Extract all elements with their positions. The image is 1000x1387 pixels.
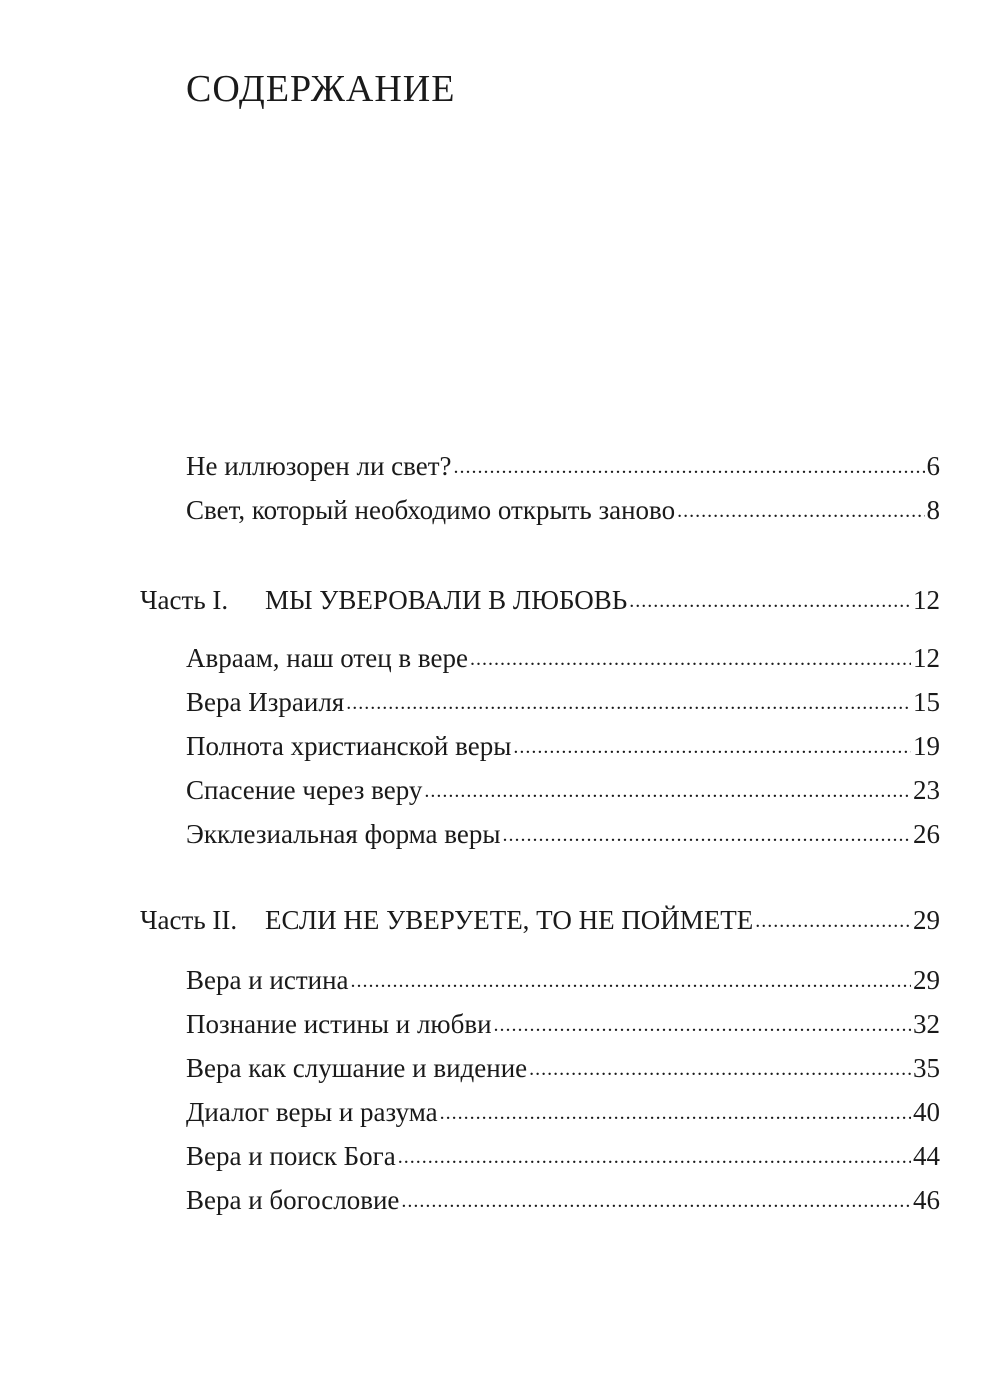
toc-entry-page: 46 [913,1185,940,1215]
dot-leader [351,969,911,993]
toc-part-heading[interactable] [140,584,940,616]
toc-entry-label: Полнота христианской веры [186,731,512,761]
dot-leader [677,499,924,523]
dot-leader [401,1189,911,1213]
toc-entry-page: 19 [913,731,940,761]
dot-leader [755,909,911,933]
toc-part-heading[interactable] [140,904,940,936]
toc-entry[interactable] [186,818,940,850]
toc-entry-page: 35 [913,1053,940,1083]
toc-entry-label: Не иллюзорен ли свет? [186,451,452,481]
toc-entry-label: Спасение через веру [186,775,423,805]
dot-leader [629,589,911,613]
dot-leader [454,455,925,479]
part-title: ЕСЛИ НЕ УВЕРУЕТЕ, ТО НЕ ПОЙМЕТЕ [265,905,754,935]
toc-entry[interactable] [186,1096,940,1128]
dot-leader [398,1145,911,1169]
toc-entry[interactable] [186,686,940,718]
toc-entry-page: 12 [913,585,940,615]
toc-entry-page: 44 [913,1141,940,1171]
page-title: СОДЕРЖАНИЕ [186,68,456,110]
dot-leader [346,691,911,715]
toc-entry-label: Свет, который необходимо открыть заново [186,495,676,525]
toc-entry[interactable] [186,450,940,482]
dot-leader [529,1057,911,1081]
toc-entry-label: Вера как слушание и видение [186,1053,528,1083]
toc-entry-label: Вера и истина [186,965,349,995]
toc-entry-label: Экклезиальная форма веры [186,819,501,849]
toc-entry[interactable] [186,964,940,996]
part-number: Часть II. [140,905,238,935]
toc-entry-label: Вера Израиля [186,687,345,717]
dot-leader [440,1101,911,1125]
toc-entry-page: 29 [913,965,940,995]
toc-entry-page: 8 [926,495,940,525]
dot-leader [503,823,911,847]
toc-entry[interactable] [186,1184,940,1216]
dot-leader [470,647,911,671]
dot-leader [513,735,911,759]
toc-entry-label: Вера и богословие [186,1185,400,1215]
toc-entry-page: 15 [913,687,940,717]
toc-entry-page: 12 [913,643,940,673]
toc-entry[interactable] [186,1008,940,1040]
toc-entry-page: 32 [913,1009,940,1039]
toc-entry[interactable] [186,642,940,674]
dot-leader [424,779,911,803]
toc-entry[interactable] [186,1140,940,1172]
toc-entry-page: 40 [913,1097,940,1127]
toc-entry[interactable] [186,494,940,526]
toc-entry-label: Вера и поиск Бога [186,1141,396,1171]
toc-entry-label: Авраам, наш отец в вере [186,643,468,673]
toc-entry[interactable] [186,730,940,762]
toc-entry-label: Диалог веры и разума [186,1097,438,1127]
dot-leader [494,1013,911,1037]
toc-entry[interactable] [186,774,940,806]
toc-entry[interactable] [186,1052,940,1084]
part-title: МЫ УВЕРОВАЛИ В ЛЮБОВЬ [265,585,628,615]
toc-entry-page: 23 [913,775,940,805]
toc-entry-page: 6 [926,451,940,481]
toc-entry-page: 26 [913,819,940,849]
toc-entry-label: Познание истины и любви [186,1009,492,1039]
toc-entry-page: 29 [913,905,940,935]
part-number: Часть I. [140,585,229,615]
